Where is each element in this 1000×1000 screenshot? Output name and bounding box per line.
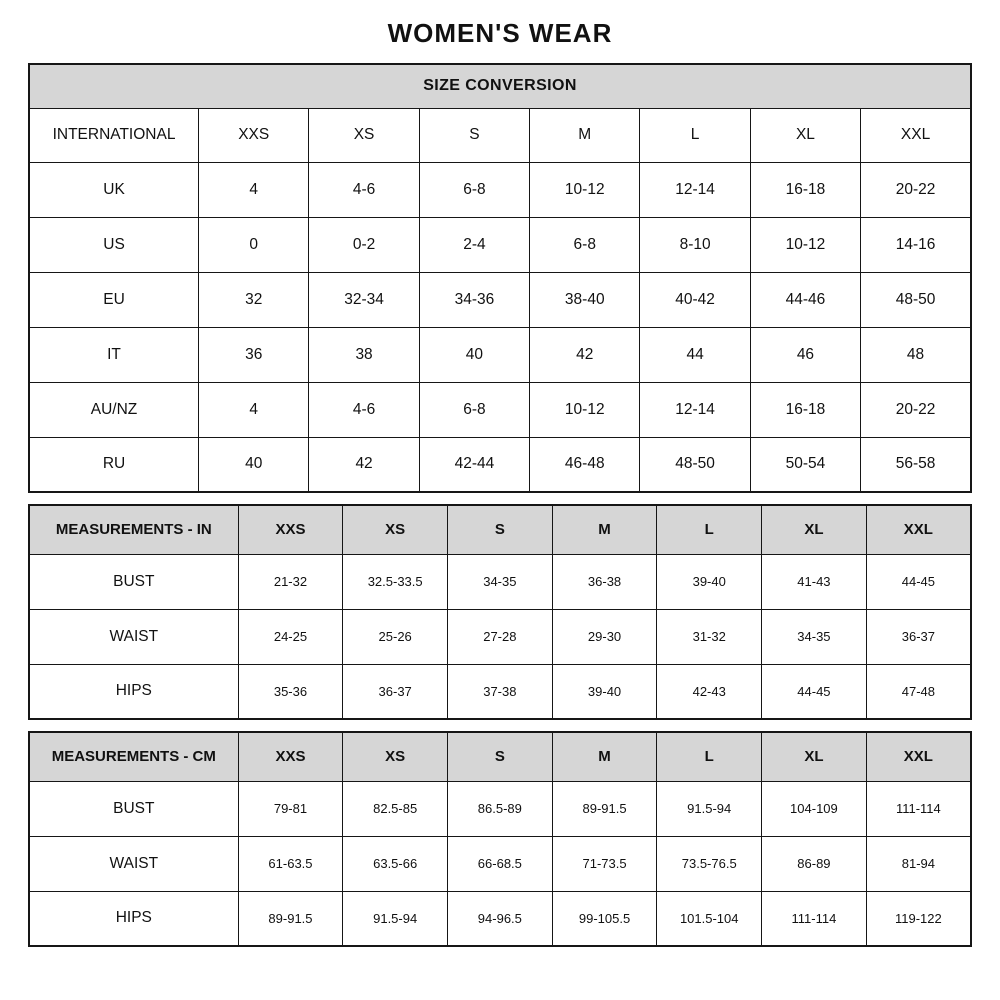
table-band-row (29, 64, 971, 108)
value-cell: 29-30 (552, 609, 657, 664)
row-label: BUST (29, 554, 238, 609)
value-cell: 41-43 (762, 554, 867, 609)
value-cell: 40 (419, 327, 529, 382)
table-corner-header: MEASUREMENTS - CM (29, 732, 238, 781)
table-header-row (29, 108, 971, 162)
measurements-cm-table (28, 731, 972, 947)
size-column-header: XL (762, 505, 867, 554)
value-cell: 104-109 (762, 781, 867, 836)
size-column-header: S (419, 108, 529, 162)
value-cell: 38 (309, 327, 419, 382)
value-cell: 32.5-33.5 (343, 554, 448, 609)
size-conversion-table (28, 63, 972, 493)
row-label: AU/NZ (29, 382, 199, 437)
value-cell: 8-10 (640, 217, 750, 272)
value-cell: 32-34 (309, 272, 419, 327)
value-cell: 44-45 (866, 554, 971, 609)
size-column-header: XL (762, 732, 867, 781)
value-cell: 21-32 (238, 554, 343, 609)
value-cell: 46 (750, 327, 860, 382)
row-label: WAIST (29, 609, 238, 664)
size-column-header: XXL (866, 505, 971, 554)
size-column-header: S (448, 505, 553, 554)
value-cell: 44-45 (762, 664, 867, 719)
value-cell: 25-26 (343, 609, 448, 664)
value-cell: 10-12 (750, 217, 860, 272)
value-cell: 56-58 (861, 437, 971, 492)
table-row (29, 382, 971, 437)
table-row (29, 609, 971, 664)
value-cell: 81-94 (866, 836, 971, 891)
value-cell: 91.5-94 (343, 891, 448, 946)
value-cell: 36 (199, 327, 309, 382)
table-row (29, 554, 971, 609)
table-row (29, 272, 971, 327)
value-cell: 91.5-94 (657, 781, 762, 836)
value-cell: 32 (199, 272, 309, 327)
size-column-header: XXS (238, 505, 343, 554)
value-cell: 119-122 (866, 891, 971, 946)
value-cell: 42 (530, 327, 640, 382)
value-cell: 89-91.5 (238, 891, 343, 946)
value-cell: 40-42 (640, 272, 750, 327)
value-cell: 4 (199, 382, 309, 437)
value-cell: 48 (861, 327, 971, 382)
table-header-row (29, 732, 971, 781)
value-cell: 10-12 (530, 382, 640, 437)
value-cell: 36-37 (343, 664, 448, 719)
value-cell: 14-16 (861, 217, 971, 272)
size-column-header: M (552, 505, 657, 554)
value-cell: 86.5-89 (448, 781, 553, 836)
value-cell: 44 (640, 327, 750, 382)
size-column-header: M (552, 732, 657, 781)
size-column-header: XXL (861, 108, 971, 162)
value-cell: 0 (199, 217, 309, 272)
value-cell: 6-8 (419, 382, 529, 437)
table-corner-header: MEASUREMENTS - IN (29, 505, 238, 554)
size-column-header: M (530, 108, 640, 162)
row-label: US (29, 217, 199, 272)
measurements-in-table (28, 504, 972, 720)
table-row (29, 217, 971, 272)
size-column-header: L (640, 108, 750, 162)
row-label: HIPS (29, 891, 238, 946)
value-cell: 47-48 (866, 664, 971, 719)
value-cell: 36-38 (552, 554, 657, 609)
value-cell: 42-44 (419, 437, 529, 492)
table-band-title: SIZE CONVERSION (29, 64, 971, 108)
value-cell: 44-46 (750, 272, 860, 327)
value-cell: 20-22 (861, 162, 971, 217)
value-cell: 82.5-85 (343, 781, 448, 836)
row-label: BUST (29, 781, 238, 836)
value-cell: 79-81 (238, 781, 343, 836)
value-cell: 12-14 (640, 162, 750, 217)
size-column-header: S (448, 732, 553, 781)
value-cell: 2-4 (419, 217, 529, 272)
value-cell: 42-43 (657, 664, 762, 719)
value-cell: 39-40 (657, 554, 762, 609)
table-row (29, 781, 971, 836)
value-cell: 86-89 (762, 836, 867, 891)
value-cell: 61-63.5 (238, 836, 343, 891)
value-cell: 99-105.5 (552, 891, 657, 946)
value-cell: 101.5-104 (657, 891, 762, 946)
value-cell: 4-6 (309, 382, 419, 437)
value-cell: 34-35 (448, 554, 553, 609)
value-cell: 20-22 (861, 382, 971, 437)
size-column-header: XXS (238, 732, 343, 781)
row-label: WAIST (29, 836, 238, 891)
value-cell: 39-40 (552, 664, 657, 719)
value-cell: 37-38 (448, 664, 553, 719)
size-column-header: XXL (866, 732, 971, 781)
value-cell: 34-36 (419, 272, 529, 327)
value-cell: 4-6 (309, 162, 419, 217)
row-label: IT (29, 327, 199, 382)
value-cell: 4 (199, 162, 309, 217)
size-column-header: XS (309, 108, 419, 162)
size-column-header: L (657, 732, 762, 781)
value-cell: 111-114 (866, 781, 971, 836)
value-cell: 27-28 (448, 609, 553, 664)
value-cell: 34-35 (762, 609, 867, 664)
size-column-header: XXS (199, 108, 309, 162)
table-row (29, 162, 971, 217)
table-corner-header: INTERNATIONAL (29, 108, 199, 162)
value-cell: 63.5-66 (343, 836, 448, 891)
value-cell: 111-114 (762, 891, 867, 946)
value-cell: 71-73.5 (552, 836, 657, 891)
value-cell: 35-36 (238, 664, 343, 719)
value-cell: 38-40 (530, 272, 640, 327)
table-row (29, 891, 971, 946)
table-row (29, 836, 971, 891)
value-cell: 24-25 (238, 609, 343, 664)
value-cell: 31-32 (657, 609, 762, 664)
value-cell: 48-50 (861, 272, 971, 327)
value-cell: 12-14 (640, 382, 750, 437)
value-cell: 10-12 (530, 162, 640, 217)
value-cell: 50-54 (750, 437, 860, 492)
value-cell: 36-37 (866, 609, 971, 664)
value-cell: 48-50 (640, 437, 750, 492)
value-cell: 6-8 (419, 162, 529, 217)
size-column-header: XL (750, 108, 860, 162)
value-cell: 0-2 (309, 217, 419, 272)
size-column-header: XS (343, 732, 448, 781)
value-cell: 40 (199, 437, 309, 492)
value-cell: 89-91.5 (552, 781, 657, 836)
value-cell: 94-96.5 (448, 891, 553, 946)
page-title: WOMEN'S WEAR (387, 18, 613, 48)
row-label: RU (29, 437, 199, 492)
value-cell: 66-68.5 (448, 836, 553, 891)
value-cell: 42 (309, 437, 419, 492)
table-header-row (29, 505, 971, 554)
value-cell: 16-18 (750, 162, 860, 217)
size-column-header: XS (343, 505, 448, 554)
value-cell: 16-18 (750, 382, 860, 437)
row-label: EU (29, 272, 199, 327)
table-row (29, 664, 971, 719)
size-column-header: L (657, 505, 762, 554)
row-label: UK (29, 162, 199, 217)
value-cell: 46-48 (530, 437, 640, 492)
table-row (29, 437, 971, 492)
value-cell: 73.5-76.5 (657, 836, 762, 891)
table-row (29, 327, 971, 382)
value-cell: 6-8 (530, 217, 640, 272)
row-label: HIPS (29, 664, 238, 719)
